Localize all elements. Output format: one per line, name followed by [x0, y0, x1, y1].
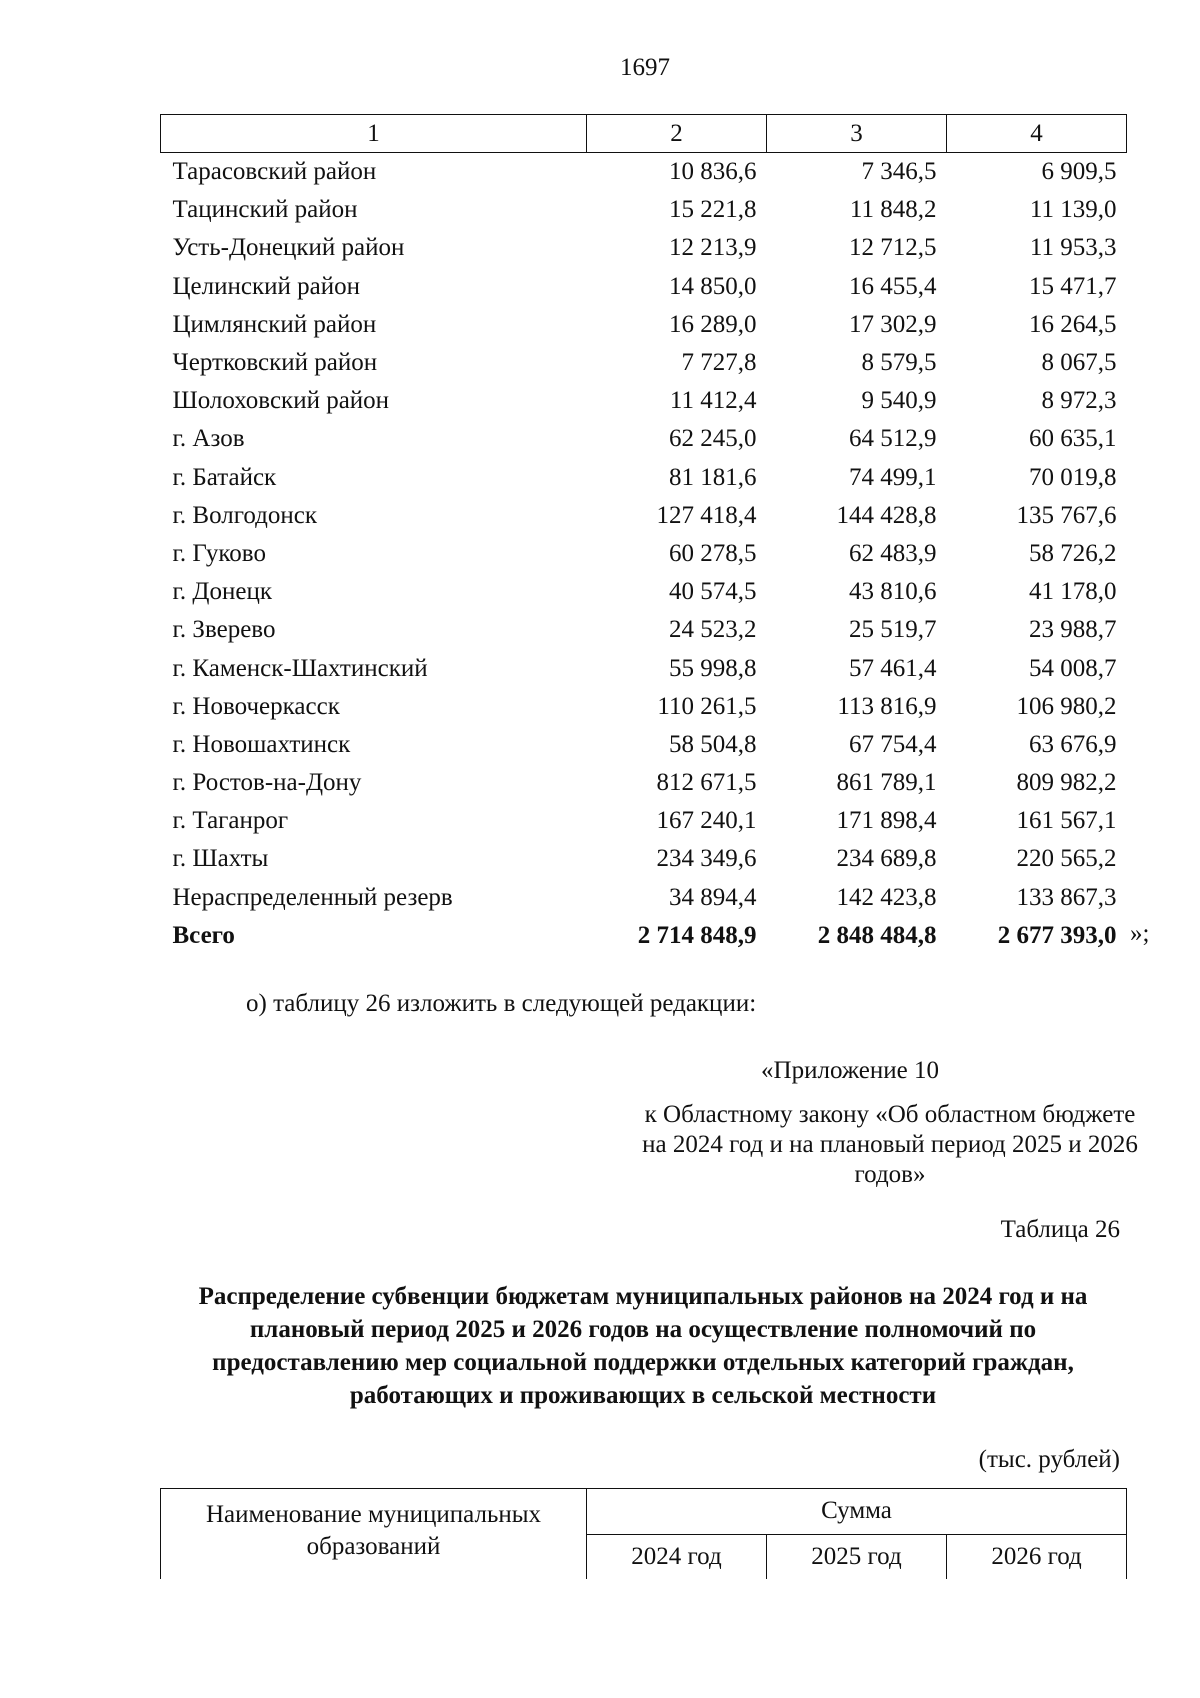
amount-cell: 6 909,5: [1041, 158, 1117, 186]
amount-cell: 135 767,6: [1016, 501, 1117, 529]
amount-cell: 144 428,8: [836, 501, 937, 529]
amount-cell: 14 850,0: [669, 272, 757, 300]
table-row: [161, 382, 1127, 420]
amendment-instruction: о) таблицу 26 изложить в следующей редакции:: [246, 990, 757, 1017]
amount-cell: 12 213,9: [669, 234, 757, 262]
amount-cell: 16 455,4: [849, 272, 937, 300]
column-header: 3: [767, 115, 947, 153]
amount-cell: 63 676,9: [1029, 730, 1117, 758]
table-row: [161, 268, 1127, 306]
amount-cell: 81 181,6: [669, 463, 757, 491]
amount-cell: 2 848 484,8: [817, 921, 937, 949]
amount-cell: 16 289,0: [669, 310, 757, 338]
amount-cell: 62 483,9: [849, 539, 937, 567]
municipality-name-cell: г. Шахты: [172, 845, 269, 873]
table-row: [161, 840, 1127, 878]
table-row: [161, 764, 1127, 802]
amount-cell: 40 574,5: [669, 578, 757, 606]
municipality-name-cell: г. Таганрог: [172, 807, 289, 835]
municipality-name-cell: Усть-Донецкий район: [172, 234, 405, 262]
appendix-heading: «Приложение 10: [761, 1057, 939, 1084]
table-row: [161, 344, 1127, 382]
amount-cell: 2 677 393,0: [997, 921, 1117, 949]
amount-cell: 57 461,4: [849, 654, 937, 682]
municipality-name-cell: г. Батайск: [172, 463, 277, 491]
table-row: [161, 649, 1127, 687]
municipality-name-cell: г. Каменск-Шахтинский: [172, 654, 428, 682]
amount-cell: 133 867,3: [1016, 883, 1117, 911]
amount-cell: 142 423,8: [836, 883, 937, 911]
amount-cell: 234 349,6: [656, 845, 757, 873]
amount-cell: 2 714 848,9: [637, 921, 757, 949]
municipality-name-cell: г. Новочеркасск: [172, 692, 340, 720]
amount-cell: 60 635,1: [1029, 425, 1117, 453]
amount-cell: 34 894,4: [669, 883, 757, 911]
amount-cell: 43 810,6: [849, 578, 937, 606]
table-row: [161, 535, 1127, 573]
amount-cell: 24 523,2: [669, 616, 757, 644]
table-number: Таблица 26: [1000, 1216, 1120, 1243]
amount-cell: 12 712,5: [849, 234, 937, 262]
amount-cell: 106 980,2: [1016, 692, 1117, 720]
amount-cell: 25 519,7: [849, 616, 937, 644]
amount-cell: 171 898,4: [836, 807, 937, 835]
column-header: 2: [587, 115, 767, 153]
amount-cell: 161 567,1: [1016, 807, 1117, 835]
amount-cell: 8 972,3: [1041, 387, 1117, 415]
sum-column-header: Сумма: [587, 1489, 1127, 1535]
amount-cell: 58 726,2: [1029, 539, 1117, 567]
amount-cell: 74 499,1: [849, 463, 937, 491]
page-number: 1697: [620, 54, 670, 81]
table-row: [161, 611, 1127, 649]
table-row: [161, 153, 1127, 192]
column-header: 4: [947, 115, 1127, 153]
municipality-name-cell: Шолоховский район: [172, 387, 390, 415]
table-header-row: [161, 115, 1127, 153]
amount-cell: 11 139,0: [1029, 196, 1117, 224]
amount-cell: 110 261,5: [657, 692, 757, 720]
table-row: [161, 497, 1127, 535]
municipality-name-cell: Целинский район: [172, 272, 360, 300]
table-row: [161, 688, 1127, 726]
amount-cell: 8 067,5: [1041, 349, 1117, 377]
amount-cell: 41 178,0: [1029, 578, 1117, 606]
amount-cell: 10 836,6: [669, 158, 757, 186]
amount-cell: 67 754,4: [849, 730, 937, 758]
amount-cell: 861 789,1: [836, 769, 937, 797]
amount-cell: 54 008,7: [1029, 654, 1117, 682]
municipality-name-cell: г. Донецк: [172, 578, 272, 606]
amount-cell: 11 412,4: [669, 387, 757, 415]
amount-cell: 7 346,5: [861, 158, 937, 186]
amount-cell: 15 221,8: [669, 196, 757, 224]
amount-cell: 11 953,3: [1029, 234, 1117, 262]
municipality-name-cell: Тарасовский район: [172, 158, 377, 186]
amount-cell: 8 579,5: [861, 349, 937, 377]
amount-cell: 15 471,7: [1029, 272, 1117, 300]
table-row: [161, 879, 1127, 917]
table-row: [161, 459, 1127, 497]
amount-cell: 809 982,2: [1016, 769, 1117, 797]
municipality-name-cell: г. Новошахтинск: [172, 730, 351, 758]
municipality-column-header: Наименование муниципальных образований: [161, 1489, 587, 1580]
table-title: Распределение субвенции бюджетам муниципальных районов на 2024 год и на плановый период 2025 и 2026 годов на осуществление полномочий по предоставлению мер социальной поддержки отдельных категорий граждан, работающих и проживающих в сельской местности: [198, 1283, 1088, 1409]
amount-cell: 23 988,7: [1029, 616, 1117, 644]
amount-cell: 127 418,4: [656, 501, 757, 529]
municipality-name-cell: Чертковский район: [172, 349, 378, 377]
amount-cell: 220 565,2: [1016, 845, 1117, 873]
amount-cell: 60 278,5: [669, 539, 757, 567]
table-row: [161, 229, 1127, 267]
municipality-name-cell: Цимлянский район: [172, 310, 377, 338]
table26-header: [160, 1488, 1127, 1579]
municipality-name-cell: Нераспределенный резерв: [172, 883, 453, 911]
year-column-header: 2025 год: [767, 1534, 947, 1579]
table-row: [161, 802, 1127, 840]
amount-cell: 11 848,2: [849, 196, 937, 224]
amount-cell: 70 019,8: [1029, 463, 1117, 491]
amount-cell: 17 302,9: [849, 310, 937, 338]
amount-cell: 812 671,5: [656, 769, 757, 797]
amount-cell: 7 727,8: [681, 349, 757, 377]
amount-cell: 113 816,9: [837, 692, 937, 720]
year-column-header: 2026 год: [947, 1534, 1127, 1579]
unit-label: (тыс. рублей): [978, 1446, 1120, 1473]
municipality-name-cell: Всего: [172, 921, 235, 949]
municipality-name-cell: г. Волгодонск: [172, 501, 318, 529]
municipality-name-cell: г. Ростов-на-Дону: [172, 769, 362, 797]
table-row: [161, 420, 1127, 458]
amount-cell: 55 998,8: [669, 654, 757, 682]
table-row: [161, 191, 1127, 229]
closing-quote: »;: [1130, 920, 1150, 947]
amount-cell: 234 689,8: [836, 845, 937, 873]
municipality-name-cell: Тацинский район: [172, 196, 358, 224]
amount-cell: 16 264,5: [1029, 310, 1117, 338]
amount-cell: 64 512,9: [849, 425, 937, 453]
amount-cell: 62 245,0: [669, 425, 757, 453]
table-header-row: [161, 1489, 1127, 1535]
amount-cell: 9 540,9: [861, 387, 937, 415]
municipality-name-cell: г. Зверево: [172, 616, 276, 644]
municipality-name-cell: г. Азов: [172, 425, 245, 453]
year-column-header: 2024 год: [587, 1534, 767, 1579]
table-row: [161, 306, 1127, 344]
amount-cell: 58 504,8: [669, 730, 757, 758]
table-row: [161, 726, 1127, 764]
amount-cell: 167 240,1: [656, 807, 757, 835]
municipality-name-cell: г. Гуково: [172, 539, 266, 567]
table-row: [161, 573, 1127, 611]
subvention-table-continued: [160, 114, 1127, 955]
total-row: [161, 917, 1127, 955]
appendix-reference: к Областному закону «Об областном бюджете на 2024 год и на плановый период 2025 и 2026 годов»: [642, 1101, 1138, 1188]
column-header: 1: [161, 115, 587, 153]
